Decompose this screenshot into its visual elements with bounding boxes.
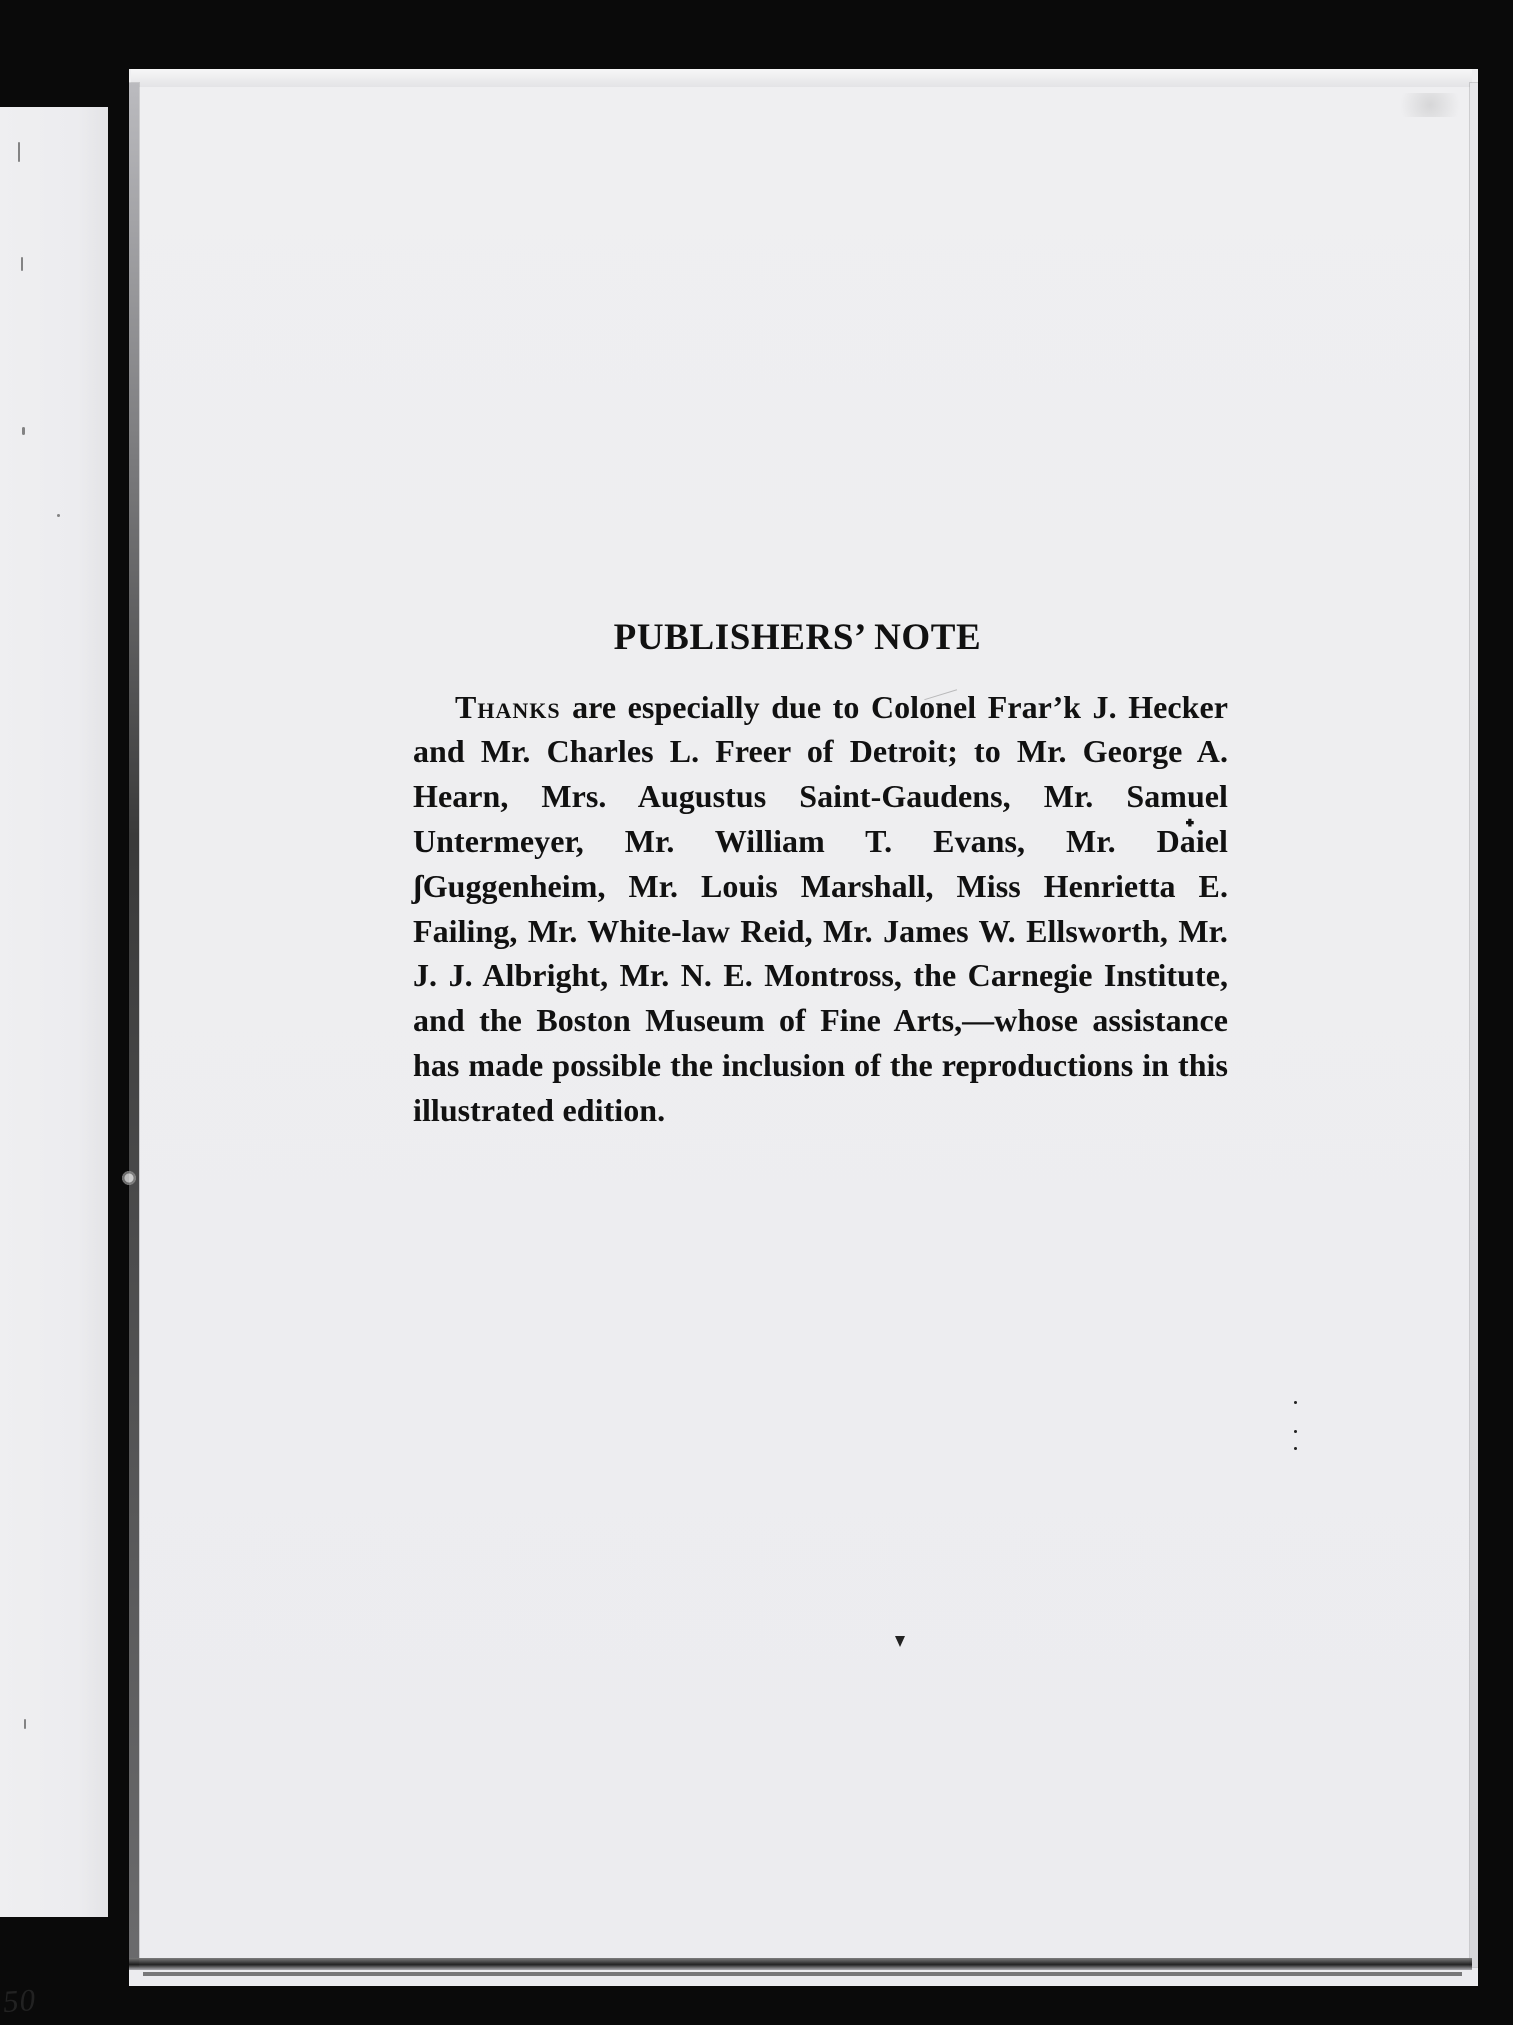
publishers-note-block xyxy=(413,617,1228,1133)
publishers-note-paragraph xyxy=(413,685,1228,1133)
margin-dot xyxy=(1294,1430,1297,1433)
folio-mark xyxy=(895,1636,905,1648)
page-top-edge xyxy=(131,69,1472,87)
left-page-mark xyxy=(22,427,25,435)
left-page-mark xyxy=(18,142,20,162)
margin-dot xyxy=(1294,1401,1297,1404)
left-page-marks xyxy=(0,107,108,1917)
page-bottom-edge xyxy=(129,1958,1472,1970)
left-page xyxy=(0,107,108,2020)
publishers-note-title: PUBLISHERS’ NOTE xyxy=(613,617,982,658)
left-page-mark xyxy=(21,257,23,271)
left-page-number: 50 xyxy=(1,1981,38,2020)
left-page-mark xyxy=(57,514,60,517)
binding-left-edge xyxy=(129,83,139,1967)
left-page-mark xyxy=(24,1719,26,1729)
page-clip-mark xyxy=(120,1169,138,1187)
page-scuff xyxy=(1382,93,1462,117)
margin-dots xyxy=(1292,1401,1304,1459)
main-page xyxy=(129,69,1478,1986)
binding-right-edge xyxy=(1470,83,1478,1967)
page-bottom-line xyxy=(143,1972,1462,1976)
paragraph-body: are especially due to Colonel Frar’k J. Hecker and Mr. Charles L. Freer of Detroit; to Mr. George A. Hearn, Mrs. Augustus Saint-Gaudens, Mr. Samuel Untermeyer, Mr. William T. Evans, Mr. Da๋iel ʃGuggenheim, Mr. Louis Marshall, Miss Henrietta E. Failing, Mr. White-law Reid, Mr. James W. Ellsworth, Mr. J. J. Albright, Mr. N. E. Montross, the Carnegie Institute, and the Boston Museum of Fine Arts,—whose assistance has made possible the inclusion of the reproductions in this illustrated edition. xyxy=(413,688,1228,1128)
margin-dot xyxy=(1294,1447,1297,1450)
paragraph-lead-word: Thanks xyxy=(455,688,561,725)
